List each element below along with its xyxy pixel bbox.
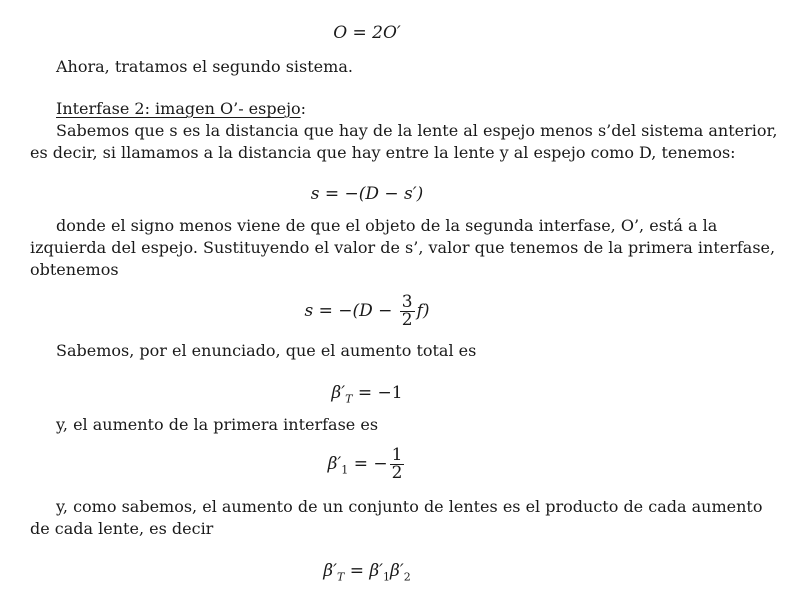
fraction-denominator: 2 bbox=[391, 463, 403, 483]
equation-part: = − bbox=[353, 454, 388, 474]
equation-s-d bbox=[0, 184, 734, 204]
fraction bbox=[400, 294, 415, 329]
subscript: T bbox=[345, 392, 353, 406]
paragraph-line bbox=[56, 216, 718, 236]
paragraph-line: Sabemos que s es la distancia que hay de la lente al espejo menos s’del sistema anterior, bbox=[56, 121, 778, 140]
equation-beta-product bbox=[0, 561, 734, 587]
fraction-numerator: 1 bbox=[391, 445, 403, 465]
subscript: 2 bbox=[403, 570, 411, 584]
beta-symbol: β′ bbox=[390, 561, 404, 581]
subscript: 1 bbox=[341, 463, 349, 477]
equation-part: s = −(D − bbox=[304, 301, 393, 321]
section-heading bbox=[56, 99, 306, 119]
paragraph-line: y, el aumento de la primera interfase es bbox=[56, 415, 379, 434]
equation-beta-total bbox=[0, 383, 734, 409]
equals-sign: = bbox=[349, 561, 364, 581]
fraction-numerator: 3 bbox=[401, 292, 413, 312]
equation-beta-one bbox=[0, 446, 734, 488]
fraction bbox=[390, 447, 405, 482]
fraction-denominator: 2 bbox=[401, 310, 413, 330]
beta-symbol: β′ bbox=[331, 383, 346, 403]
paragraph-line: obtenemos bbox=[30, 260, 119, 279]
section-heading-colon: : bbox=[300, 99, 307, 118]
subscript: T bbox=[336, 570, 345, 584]
section-heading-text: Interfase 2: imagen O’- espejo bbox=[56, 99, 301, 118]
paragraph-line: izquierda del espejo. Sustituyendo el valor de s’, valor que tenemos de la primera interfase, bbox=[30, 238, 776, 257]
beta-symbol: β′ bbox=[327, 454, 342, 474]
beta-symbol: β′ bbox=[369, 561, 384, 581]
equation-text: s = −(D − s′) bbox=[310, 184, 424, 204]
subscript: 1 bbox=[383, 570, 391, 584]
paragraph-line: de cada lente, es decir bbox=[30, 519, 214, 538]
paragraph-line: Sabemos, por el enunciado, que el aumento total es bbox=[56, 341, 477, 360]
equation-o-2o bbox=[0, 23, 734, 43]
paragraph-line: es decir, si llamamos a la distancia que hay entre la lente y al espejo como D, tenemos: bbox=[30, 143, 736, 162]
equation-s-fraction bbox=[0, 293, 734, 329]
equation-part: = −1 bbox=[357, 383, 403, 403]
paragraph-intro: Ahora, tratamos el segundo sistema. bbox=[56, 57, 353, 76]
beta-symbol: β′ bbox=[323, 561, 337, 581]
paragraph-line-text: donde el signo menos viene de que el objeto de la segunda interfase, O’, está a la bbox=[56, 216, 718, 235]
equation-part: f) bbox=[416, 301, 430, 321]
paragraph-line: y, como sabemos, el aumento de un conjunto de lentes es el producto de cada aumento bbox=[56, 497, 763, 516]
equation-text: O = 2O′ bbox=[333, 23, 401, 43]
